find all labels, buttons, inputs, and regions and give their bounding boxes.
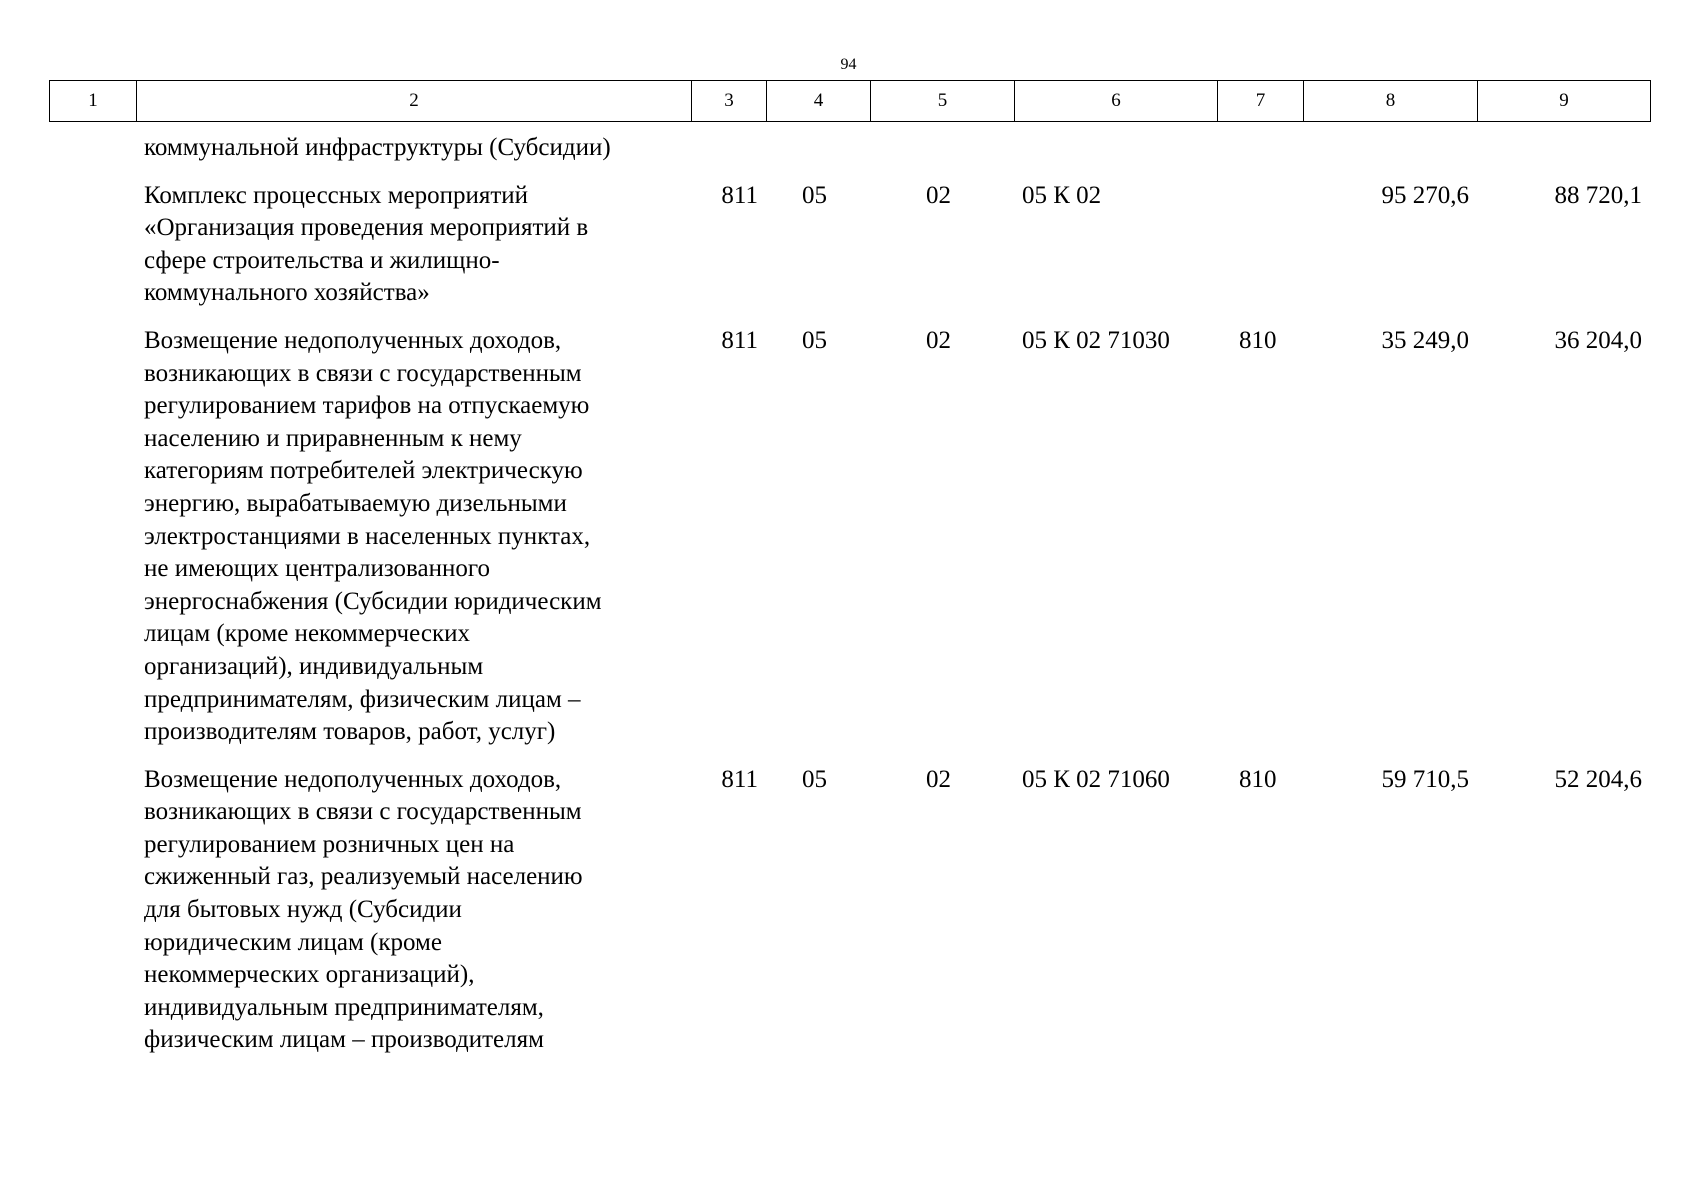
table-row <box>49 325 1650 764</box>
description-line: энергоснабжения (Субсидии юридическим <box>144 587 602 615</box>
description-line: возникающих в связи с государственным <box>144 798 582 826</box>
cell-col-6: 05 К 02 <box>1022 181 1102 209</box>
cell-col-9 <box>1477 132 1650 180</box>
cell-col-4 <box>766 132 870 180</box>
description-line: физическим лицам – производителям <box>144 1026 544 1054</box>
description-line: населению и приравненным к нему <box>144 424 522 452</box>
column-header-table <box>49 80 1651 122</box>
column-header-3: 3 <box>692 81 767 122</box>
description-line: некоммерческих организаций), <box>144 961 475 989</box>
cell-description <box>136 764 691 1072</box>
description-line: сжиженный газ, реализуемый населению <box>144 863 583 891</box>
description-line: «Организация проведения мероприятий в <box>144 214 589 242</box>
page-number: 94 <box>840 56 857 73</box>
cell-col-7: 810 <box>1239 765 1277 793</box>
description-line: для бытовых нужд (Субсидии <box>144 896 462 924</box>
cell-col-1 <box>49 180 136 325</box>
column-header-4: 4 <box>767 81 871 122</box>
description-line: регулированием тарифов на отпускаемую <box>144 392 590 420</box>
column-header-2: 2 <box>137 81 692 122</box>
cell-col-5 <box>870 132 1014 180</box>
cell-col-5: 02 <box>926 326 951 354</box>
description-line: возникающих в связи с государственным <box>144 359 582 387</box>
description-line: не имеющих централизованного <box>144 555 491 583</box>
table-row <box>49 180 1650 325</box>
description-line: коммунальной инфраструктуры (Субсидии) <box>144 134 611 161</box>
column-header-9: 9 <box>1478 81 1651 122</box>
description-line: юридическим лицам (кроме <box>144 928 442 956</box>
cell-col-3: 811 <box>721 765 758 793</box>
cell-col-7: 810 <box>1239 326 1277 354</box>
table-row <box>49 764 1650 1072</box>
description-line: сфере строительства и жилищно- <box>144 246 500 274</box>
budget-table-body <box>49 132 1650 1072</box>
cell-col-8: 35 249,0 <box>1381 326 1469 354</box>
description-line: коммунального хозяйства» <box>144 279 430 307</box>
description-line: регулированием розничных цен на <box>144 830 515 858</box>
cell-col-5: 02 <box>926 765 951 793</box>
cell-col-6: 05 К 02 71030 <box>1022 326 1170 354</box>
cell-col-8: 59 710,5 <box>1381 765 1469 793</box>
description-line: Возмещение недополученных доходов, <box>144 765 562 793</box>
cell-col-1 <box>49 764 136 1072</box>
description-line: энергию, вырабатываемую дизельными <box>144 489 567 517</box>
column-header-6: 6 <box>1015 81 1218 122</box>
description-line: организаций), индивидуальным <box>144 652 484 680</box>
cell-col-5: 02 <box>926 181 951 209</box>
description-line: категориям потребителей электрическую <box>144 457 583 485</box>
cell-col-4: 05 <box>802 181 827 209</box>
column-header-8: 8 <box>1304 81 1478 122</box>
cell-col-8: 95 270,6 <box>1381 181 1469 209</box>
description-line: производителям товаров, работ, услуг) <box>144 718 556 746</box>
cell-col-6: 05 К 02 71060 <box>1022 765 1170 793</box>
description-line: индивидуальным предпринимателям, <box>144 993 544 1021</box>
cell-col-1 <box>49 132 136 180</box>
cell-col-1 <box>49 325 136 764</box>
cell-col-4: 05 <box>802 765 827 793</box>
column-header-7: 7 <box>1218 81 1304 122</box>
description-line: Возмещение недополученных доходов, <box>144 326 562 354</box>
cell-description <box>136 325 691 764</box>
cell-col-6 <box>1014 132 1217 180</box>
cell-col-3 <box>691 132 766 180</box>
column-header-1: 1 <box>50 81 137 122</box>
cell-col-3: 811 <box>721 181 758 209</box>
description-line: электростанциями в населенных пунктах, <box>144 522 591 550</box>
cell-description <box>136 180 691 325</box>
column-header-5: 5 <box>871 81 1015 122</box>
cell-col-3: 811 <box>721 326 758 354</box>
table-row <box>49 132 1650 180</box>
description-line: предпринимателям, физическим лицам – <box>144 685 581 713</box>
description-line: Комплекс процессных мероприятий <box>144 181 529 209</box>
cell-col-7 <box>1217 132 1303 180</box>
cell-col-8 <box>1303 132 1477 180</box>
cell-col-9: 88 720,1 <box>1554 181 1642 209</box>
cell-description <box>136 132 691 180</box>
cell-col-4: 05 <box>802 326 827 354</box>
column-header-row <box>50 81 1651 122</box>
cell-col-9: 36 204,0 <box>1554 326 1642 354</box>
description-line: лицам (кроме некоммерческих <box>144 620 470 648</box>
cell-col-7 <box>1217 180 1303 325</box>
cell-col-9: 52 204,6 <box>1554 765 1642 793</box>
